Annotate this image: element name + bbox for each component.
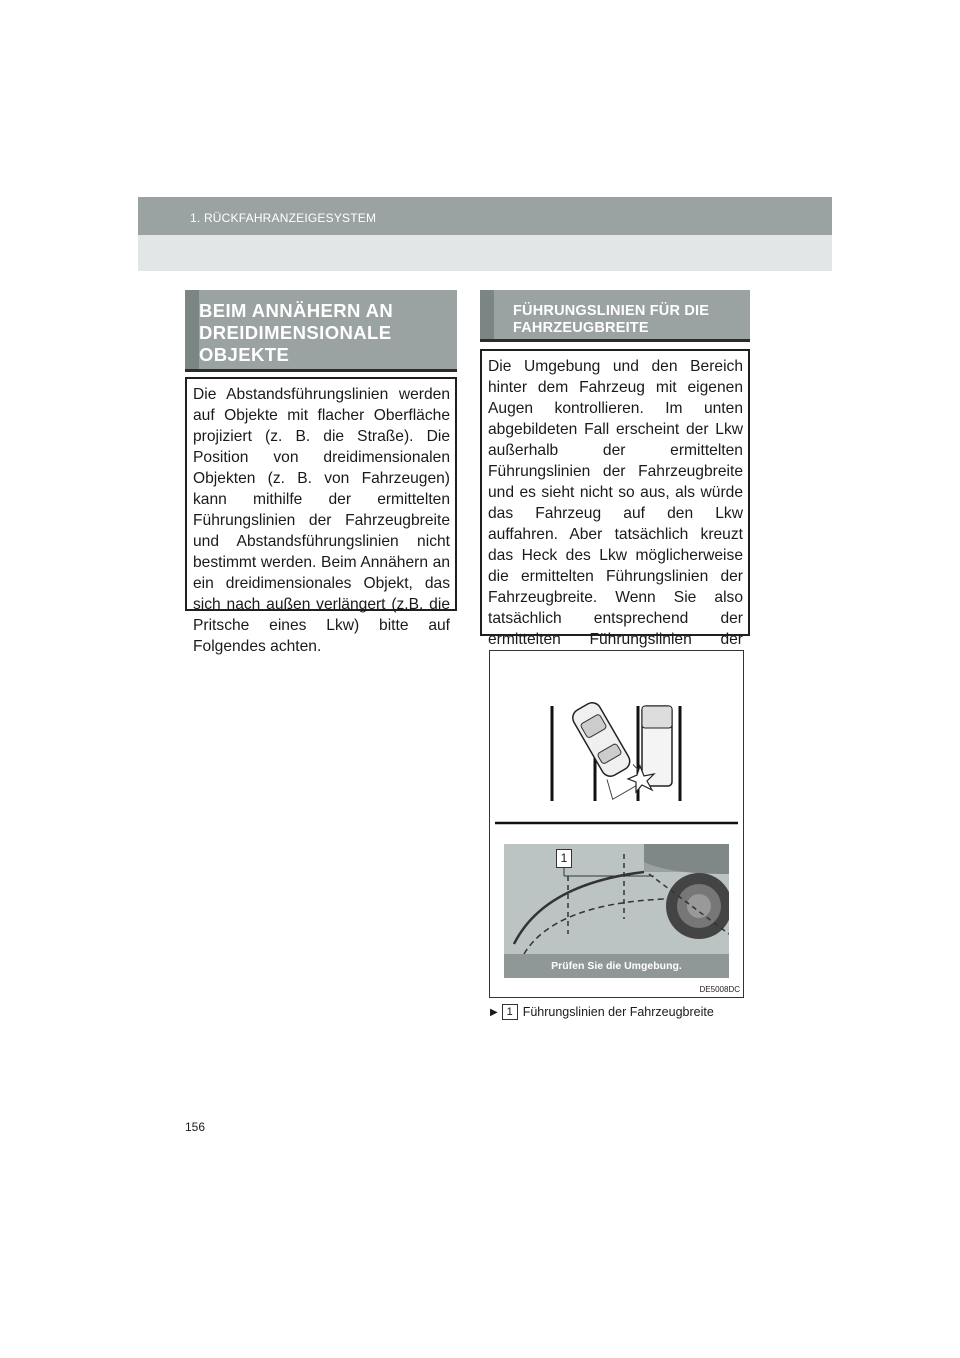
- right-section-heading: [480, 290, 750, 342]
- parking-overhead-illustration: [490, 651, 743, 841]
- page-number: 156: [185, 1120, 206, 1134]
- caption-text: Führungslinien der Fahrzeugbreite: [522, 1005, 714, 1019]
- camera-view: [504, 844, 729, 978]
- right-section-body: Die Umgebung und den Bereich hinter dem Fahrzeug mit eigenen Augen kontrollieren. Im unten abgebildeten Fall erscheint der Lkw außerhalb der ermittelten Führungslinien der Fahrzeugbreite und es sieht nicht so aus, als würde das Fahrzeug auf den Lkw auffahren. Aber tatsächlich kreuzt das Heck des Lkw möglicherweise die ermittelten Führungslinien der Fahrzeugbreite. Wenn Sie also tatsächlich entsprechend der ermittelten Führungslinien der: [480, 349, 750, 636]
- heading-tab: [185, 290, 199, 369]
- camera-message: Prüfen Sie die Umgebung.: [504, 954, 729, 978]
- heading-tab: [480, 290, 494, 339]
- figure-code: DE5008DC: [699, 985, 740, 994]
- right-section-heading-text: FÜHRUNGSLINIEN FÜR DIE FAHRZEUGBREITE: [513, 303, 710, 336]
- caption-number: 1: [502, 1004, 518, 1020]
- left-section-heading-text: BEIM ANNÄHERN AN DREIDIMENSIONALE OBJEKTE: [199, 300, 394, 365]
- left-section-body: Die Abstandsführungslinien werden auf Objekte mit flacher Oberfläche projiziert (z. B. die Straße). Die Position von dreidimensionalen Objekten (z. B. von Fahrzeugen) kann mithilfe der ermittelten Führungslinien der Fahrzeugbreite und Abstandsführungslinien nicht bestimmt werden. Beim Annähern an ein dreidimensionales Objekt, das sich nach außen verlängert (z.B. die Pritsche eines Lkw) bitte auf Folgendes achten.: [185, 377, 457, 611]
- left-section-heading: [185, 290, 457, 372]
- callout-1: 1: [556, 849, 572, 868]
- illustration-figure: [489, 650, 744, 998]
- header-band: [138, 197, 832, 271]
- figure-caption: [490, 1004, 714, 1020]
- triangle-right-icon: ▶: [490, 1006, 498, 1018]
- chapter-title: 1. RÜCKFAHRANZEIGESYSTEM: [190, 211, 377, 225]
- header-bar: [138, 197, 832, 235]
